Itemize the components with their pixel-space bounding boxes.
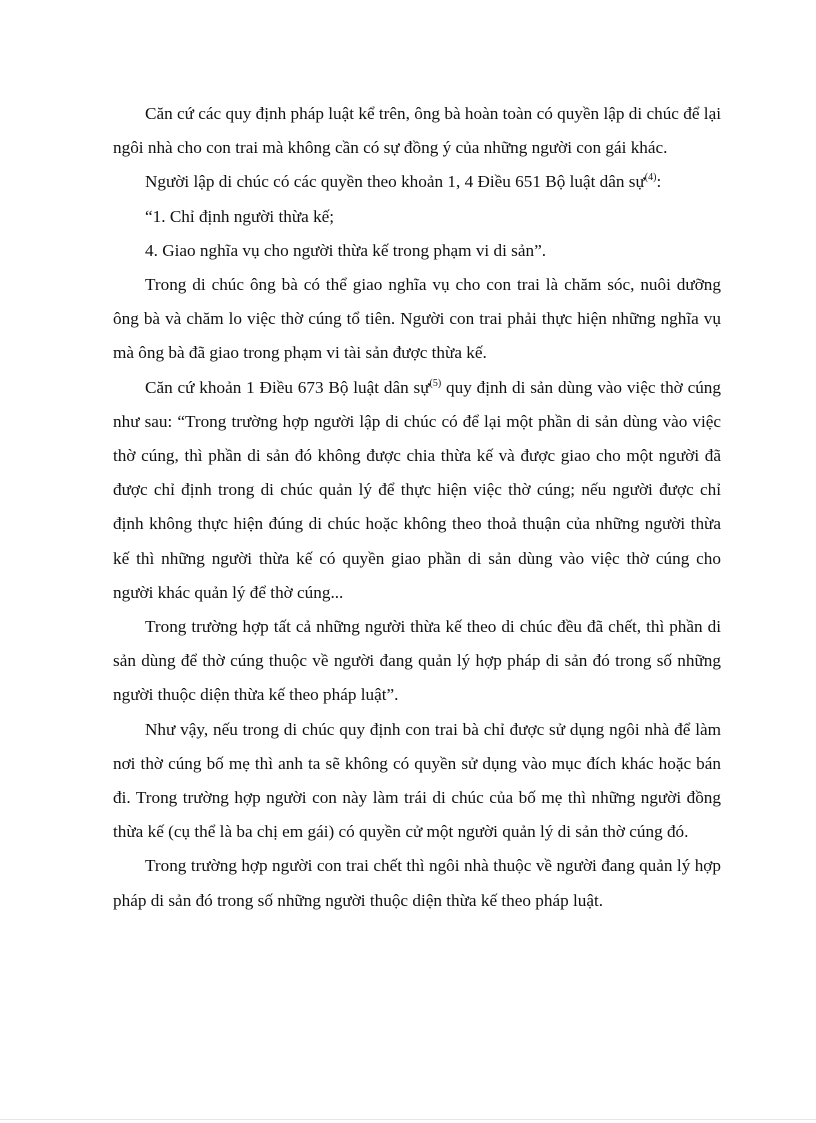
paragraph-inheritance-right: Căn cứ các quy định pháp luật kể trên, ông bà hoàn toàn có quyền lập di chúc để lại ngôi nhà cho con trai mà không cần có sự đồng ý của những người con gái khác. [113, 104, 721, 158]
paragraph-heirs-deceased: Trong trường hợp tất cả những người thừa kế theo di chúc đều đã chết, thì phần di sản dùng để thờ cúng thuộc về người đang quản lý hợp pháp di sản đó trong số những người thuộc diện thừa kế theo pháp luật”. [113, 617, 721, 705]
quoted-clause-4: 4. Giao nghĩa vụ cho người thừa kế trong phạm vi di sản”. [145, 240, 546, 260]
paragraph-testator-rights-text: Người lập di chúc có các quyền theo khoản 1, 4 Điều 651 Bộ luật dân sự [145, 172, 645, 192]
page-bottom-edge [0, 1119, 816, 1120]
footnote-ref-5: (5) [429, 377, 442, 389]
paragraph-son-obligations: Trong di chúc ông bà có thể giao nghĩa vụ cho con trai là chăm sóc, nuôi dưỡng ông bà và chăm lo việc thờ cúng tổ tiên. Người con trai phải thực hiện những nghĩa vụ mà ông bà đã giao trong phạm vi tài sản được thừa kế. [113, 275, 721, 363]
paragraph-testator-rights-tail: : [656, 172, 662, 192]
footnote-ref-4: (4) [644, 172, 657, 184]
quoted-clause-1: “1. Chỉ định người thừa kế; [145, 206, 335, 226]
paragraph-son-death: Trong trường hợp người con trai chết thì ngôi nhà thuộc về người đang quản lý hợp pháp di sản đó trong số những người thuộc diện thừa kế theo pháp luật. [113, 856, 721, 910]
document-body [113, 97, 721, 918]
paragraph-conclusion: Như vậy, nếu trong di chúc quy định con trai bà chỉ được sử dụng ngôi nhà để làm nơi thờ cúng bố mẹ thì anh ta sẽ không có quyền sử dụng vào mục đích khác hoặc bán đi. Trong trường hợp người con này làm trái di chúc của bố mẹ thì những người đồng thừa kế (cụ thể là ba chị em gái) có quyền cử một người quản lý di sản thờ cúng đó. [113, 719, 721, 842]
paragraph-worship-estate-text: Căn cứ khoản 1 Điều 673 Bộ luật dân sự [145, 377, 430, 397]
paragraph-testator-rights [113, 165, 721, 199]
paragraph-worship-estate [113, 371, 721, 610]
paragraph-worship-estate-tail: quy định di sản dùng vào việc thờ cúng như sau: “Trong trường hợp người lập di chúc có để lại một phần di sản dùng vào việc thờ cúng, thì phần di sản đó không được chia thừa kế và được giao cho một người đã được chỉ định trong di chúc quản lý để thực hiện việc thờ cúng; nếu người được chỉ định không thực hiện đúng di chúc hoặc không theo thoả thuận của những người thừa kế thì những người thừa kế có quyền giao phần di sản dùng vào việc thờ cúng cho người khác quản lý để thờ cúng... [113, 377, 721, 602]
